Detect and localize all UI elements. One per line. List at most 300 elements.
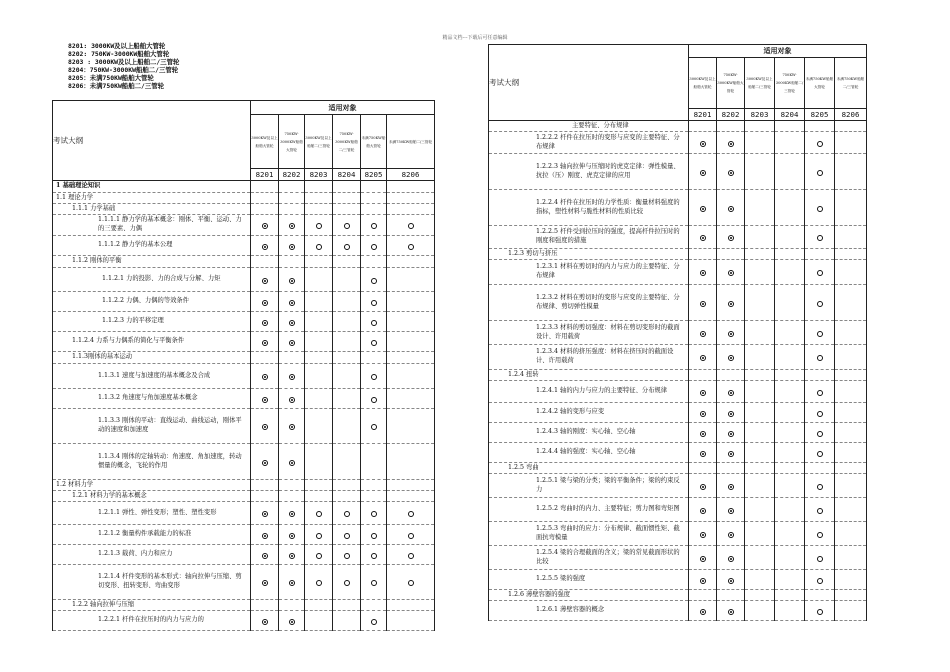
applicability-cell [775, 498, 805, 522]
applicability-cell [333, 545, 361, 565]
applicability-cell [835, 121, 867, 132]
syllabus-item [53, 193, 251, 204]
applicability-cell [689, 249, 717, 260]
applicability-cell [279, 491, 305, 502]
double-circle-mark-icon [700, 556, 706, 562]
circle-mark-icon [344, 533, 350, 539]
applicability-cell [387, 565, 435, 600]
column-desc: 750KW-3000KW船舶大管轮 [279, 115, 305, 169]
circle-mark-icon [817, 431, 823, 437]
syllabus-item [489, 474, 689, 498]
table-row [489, 132, 867, 154]
syllabus-item [489, 423, 689, 443]
syllabus-item-text: 1.1.2.3 力的平移定理 [102, 317, 164, 325]
circle-mark-icon [371, 511, 377, 517]
applicability-cell [745, 498, 775, 522]
applicability-cell [805, 381, 835, 403]
applicability-cell [775, 423, 805, 443]
applicability-cell [717, 226, 745, 249]
applicability-cell [835, 498, 867, 522]
applicability-cell [361, 312, 387, 332]
applicability-cell [333, 215, 361, 236]
table-row [489, 423, 867, 443]
syllabus-item-text: 1.2.3.4 材料的挤压强度：材料在挤压时的截面设计、许用载荷 [536, 348, 674, 364]
applicability-cell [689, 132, 717, 154]
circle-mark-icon [817, 170, 823, 176]
syllabus-item-text: 1.2.6 薄壁容器的强度 [508, 590, 571, 598]
table-row [489, 190, 867, 226]
applicability-cell [745, 474, 775, 498]
syllabus-item [53, 312, 251, 332]
applicability-cell [305, 444, 333, 480]
table-row [53, 491, 435, 502]
applicability-cell [835, 249, 867, 260]
applicability-cell [387, 389, 435, 409]
applicability-cell [305, 352, 333, 364]
double-circle-mark-icon [700, 411, 706, 417]
applicability-cell [387, 292, 435, 312]
double-circle-mark-icon [262, 320, 268, 326]
applicability-cell [775, 570, 805, 590]
circle-mark-icon [408, 533, 414, 539]
table-row [489, 226, 867, 249]
applicability-cell [279, 292, 305, 312]
table-row [489, 474, 867, 498]
double-circle-mark-icon [289, 340, 295, 346]
applicability-cell [775, 381, 805, 403]
circle-mark-icon [371, 320, 377, 326]
syllabus-item [489, 154, 689, 190]
double-circle-mark-icon [728, 355, 734, 361]
applicability-cell [745, 381, 775, 403]
double-circle-mark-icon [289, 580, 295, 586]
double-circle-mark-icon [728, 484, 734, 490]
double-circle-mark-icon [289, 619, 295, 625]
applicability-cell [835, 370, 867, 381]
applicability-cell [305, 491, 333, 502]
applicability-cell [717, 285, 745, 321]
table-row [53, 256, 435, 268]
double-circle-mark-icon [728, 390, 734, 396]
circle-mark-icon [817, 331, 823, 337]
table-row [489, 570, 867, 590]
syllabus-item [489, 121, 689, 132]
table-row [489, 381, 867, 403]
column-desc: 未满750KW船舶大管轮 [361, 115, 387, 169]
applicability-cell [689, 190, 717, 226]
double-circle-mark-icon [728, 170, 734, 176]
circle-mark-icon [371, 553, 377, 559]
applicability-cell [745, 226, 775, 249]
applicability-cell [689, 154, 717, 190]
syllabus-item-text: 1.2.1.2 衡量构件承载能力的标准 [98, 530, 192, 538]
applicability-cell [775, 403, 805, 423]
table-row [489, 463, 867, 474]
column-desc: 750KW-3000KW船舶大管轮 [717, 58, 745, 109]
applicability-cell [805, 370, 835, 381]
applicability-cell [333, 611, 361, 631]
syllabus-item-text: 1.1 理论力学 [56, 193, 94, 201]
applicability-cell [333, 292, 361, 312]
circle-mark-icon [817, 532, 823, 538]
circle-mark-icon [817, 270, 823, 276]
double-circle-mark-icon [700, 355, 706, 361]
applicability-cell [251, 525, 279, 545]
applicability-cell [251, 545, 279, 565]
double-circle-mark-icon [728, 451, 734, 457]
column-desc: 750KW-3000KW船舶二/三管轮 [333, 115, 361, 169]
applicability-cell [333, 312, 361, 332]
applicability-cell [361, 332, 387, 352]
circle-mark-icon [817, 206, 823, 212]
applicability-cell [333, 204, 361, 215]
syllabus-item [53, 502, 251, 525]
syllabus-item [489, 132, 689, 154]
syllabus-item [53, 480, 251, 491]
applicability-cell [835, 403, 867, 423]
applicability-cell [775, 249, 805, 260]
applicability-cell [387, 312, 435, 332]
applicability-cell [251, 292, 279, 312]
applicability-cell [717, 546, 745, 570]
double-circle-mark-icon [700, 484, 706, 490]
double-circle-mark-icon [289, 223, 295, 229]
applicability-cell [717, 121, 745, 132]
syllabus-item-text: 主要特征、分布规律 [572, 121, 629, 129]
syllabus-item [53, 525, 251, 545]
applicability-cell [333, 444, 361, 480]
syllabus-item-text: 1.2.4.1 轴的内力与应力的主要特征、分布规律 [536, 387, 668, 395]
double-circle-mark-icon [700, 451, 706, 457]
applicability-cell [805, 121, 835, 132]
circle-mark-icon [817, 609, 823, 615]
applicability-cell [745, 370, 775, 381]
applicability-cell [361, 193, 387, 204]
applicability-cell [251, 565, 279, 600]
column-code: 8204 [775, 109, 805, 121]
applicability-cell [305, 181, 333, 193]
applicability-cell [717, 522, 745, 546]
applicability-cell [805, 463, 835, 474]
syllabus-item [53, 181, 251, 193]
column-desc: 3000KW及以上船舶大管轮 [689, 58, 717, 109]
applicability-cell [835, 546, 867, 570]
applicability-cell [305, 525, 333, 545]
double-circle-mark-icon [262, 340, 268, 346]
applicability-cell [333, 389, 361, 409]
column-code: 8201 [251, 169, 279, 181]
syllabus-item [53, 215, 251, 236]
applicability-cell [251, 181, 279, 193]
double-circle-mark-icon [728, 578, 734, 584]
syllabus-item [489, 381, 689, 403]
applicability-cell [279, 181, 305, 193]
syllabus-item-text: 1.2.3.2 材料在剪切时的变形与应变的主要特征、分布规律、剪切弹性模量 [536, 293, 680, 310]
applicability-cell [745, 154, 775, 190]
table-row [489, 590, 867, 601]
double-circle-mark-icon [700, 609, 706, 615]
applicability-cell [689, 601, 717, 621]
applicability-cell [361, 236, 387, 256]
applicability-cell [251, 389, 279, 409]
applicability-cell [251, 236, 279, 256]
applicability-cell [361, 444, 387, 480]
applicability-cell [279, 525, 305, 545]
circle-mark-icon [316, 553, 322, 559]
circle-mark-icon [371, 619, 377, 625]
table-row [489, 601, 867, 621]
applicability-cell [717, 403, 745, 423]
applicability-cell [251, 215, 279, 236]
applicability-cell [251, 312, 279, 332]
double-circle-mark-icon [289, 424, 295, 430]
syllabus-item [53, 565, 251, 600]
right-syllabus-table [488, 44, 867, 621]
applicability-cell [745, 249, 775, 260]
applicability-cell [775, 370, 805, 381]
table-row [53, 444, 435, 480]
applicability-cell [805, 522, 835, 546]
applicability-cell [361, 545, 387, 565]
double-circle-mark-icon [700, 170, 706, 176]
applicability-cell [835, 463, 867, 474]
applicability-cell [305, 611, 333, 631]
circle-mark-icon [371, 244, 377, 250]
double-circle-mark-icon [262, 424, 268, 430]
circle-mark-icon [371, 374, 377, 380]
syllabus-item-text: 1.2.5.2 弯曲时的内力、主要特征；剪力图和弯矩图 [536, 505, 680, 513]
applicability-cell [361, 292, 387, 312]
applicability-cell [805, 321, 835, 345]
applicability-cell [775, 154, 805, 190]
circle-mark-icon [817, 556, 823, 562]
circle-mark-icon [817, 411, 823, 417]
applicability-cell [835, 423, 867, 443]
applicable-header: 适用对象 [689, 45, 867, 58]
applicability-cell [361, 352, 387, 364]
applicability-cell [745, 345, 775, 370]
table-row [489, 498, 867, 522]
syllabus-item-text: 1.2.4.4 轴的强度：实心轴、空心轴 [536, 448, 636, 456]
syllabus-item [53, 292, 251, 312]
applicability-cell [835, 132, 867, 154]
applicability-cell [333, 193, 361, 204]
applicability-cell [333, 364, 361, 389]
syllabus-item [489, 370, 689, 381]
applicability-cell [387, 444, 435, 480]
applicability-cell [689, 423, 717, 443]
applicability-cell [387, 215, 435, 236]
applicability-cell [717, 321, 745, 345]
column-desc: 未满750KW船舶二/三管轮 [387, 115, 435, 169]
syllabus-item [489, 403, 689, 423]
applicability-cell [361, 502, 387, 525]
applicability-cell [805, 226, 835, 249]
applicability-cell [305, 389, 333, 409]
circle-mark-icon [344, 580, 350, 586]
syllabus-item [53, 332, 251, 352]
column-code: 8203 [305, 169, 333, 181]
applicability-cell [387, 193, 435, 204]
applicability-cell [745, 570, 775, 590]
table-row [53, 611, 435, 631]
applicability-cell [251, 193, 279, 204]
applicability-cell [251, 364, 279, 389]
applicability-cell [279, 600, 305, 611]
applicability-cell [775, 590, 805, 601]
applicability-cell [333, 332, 361, 352]
applicability-cell [333, 256, 361, 268]
syllabus-item-text: 1.2.5.5 梁的强度 [536, 575, 586, 583]
circle-mark-icon [408, 223, 414, 229]
applicability-cell [333, 600, 361, 611]
applicability-cell [835, 522, 867, 546]
table-row [53, 409, 435, 444]
syllabus-item [53, 268, 251, 292]
double-circle-mark-icon [728, 556, 734, 562]
table-row [53, 600, 435, 611]
syllabus-item-text: 1.1.3.3 刚体的平动：直线运动、曲线运动，刚体平动的速度和加速度 [98, 417, 242, 433]
table-row [489, 370, 867, 381]
column-code: 8205 [361, 169, 387, 181]
syllabus-item [489, 601, 689, 621]
applicability-cell [835, 321, 867, 345]
applicability-cell [745, 260, 775, 285]
applicability-cell [305, 292, 333, 312]
double-circle-mark-icon [289, 374, 295, 380]
watermark: 精品文档---下载后可任意编辑 [442, 35, 508, 41]
double-circle-mark-icon [262, 533, 268, 539]
double-circle-mark-icon [700, 141, 706, 147]
applicability-cell [305, 312, 333, 332]
applicability-cell [305, 204, 333, 215]
applicability-cell [305, 502, 333, 525]
applicability-cell [745, 601, 775, 621]
double-circle-mark-icon [289, 278, 295, 284]
applicability-cell [689, 498, 717, 522]
applicability-cell [251, 480, 279, 491]
syllabus-item [489, 498, 689, 522]
circle-mark-icon [817, 301, 823, 307]
syllabus-item [489, 321, 689, 345]
table-row [53, 545, 435, 565]
applicability-cell [775, 522, 805, 546]
syllabus-item [489, 570, 689, 590]
applicability-cell [387, 600, 435, 611]
applicability-cell [745, 522, 775, 546]
syllabus-item-text: 1.2.1.3 载荷、内力和应力 [98, 550, 173, 558]
applicability-cell [387, 332, 435, 352]
applicability-cell [775, 285, 805, 321]
column-code: 8202 [279, 169, 305, 181]
applicability-cell [689, 121, 717, 132]
applicability-cell [333, 491, 361, 502]
syllabus-item [489, 226, 689, 249]
applicability-cell [689, 370, 717, 381]
syllabus-item [489, 546, 689, 570]
table-row [53, 268, 435, 292]
applicability-cell [805, 249, 835, 260]
applicability-cell [689, 590, 717, 601]
double-circle-mark-icon [728, 431, 734, 437]
applicability-cell [805, 443, 835, 463]
syllabus-item-text: 1.2.5.1 梁与梁的分类；梁的平衡条件；梁的约束反力 [536, 476, 680, 493]
applicability-cell [333, 480, 361, 491]
applicability-cell [835, 570, 867, 590]
syllabus-item [53, 352, 251, 364]
circle-mark-icon [316, 511, 322, 517]
applicability-cell [387, 352, 435, 364]
applicability-cell [717, 132, 745, 154]
syllabus-item-text: 1.1.1 力学基础 [72, 204, 116, 212]
applicability-cell [251, 444, 279, 480]
applicability-cell [835, 285, 867, 321]
circle-mark-icon [817, 578, 823, 584]
table-row [53, 312, 435, 332]
table-row [53, 352, 435, 364]
applicability-cell [333, 236, 361, 256]
table-row [53, 389, 435, 409]
table-row [489, 443, 867, 463]
syllabus-item-text: 1.1.2.4 力系与力偶系的简化与平衡条件 [72, 337, 185, 345]
circle-mark-icon [817, 141, 823, 147]
syllabus-item [53, 491, 251, 502]
applicability-cell [775, 321, 805, 345]
applicability-cell [689, 463, 717, 474]
circle-mark-icon [371, 223, 377, 229]
double-circle-mark-icon [262, 397, 268, 403]
table-row [53, 236, 435, 256]
applicability-cell [361, 389, 387, 409]
double-circle-mark-icon [289, 320, 295, 326]
applicability-cell [279, 268, 305, 292]
table-row [489, 546, 867, 570]
syllabus-item [489, 249, 689, 260]
syllabus-item-text: 1.1.3.1 速度与加速度的基本概念及合成 [98, 371, 211, 379]
applicability-cell [745, 590, 775, 601]
syllabus-item-text: 1.1.2 刚体的平衡 [72, 257, 122, 265]
applicability-cell [305, 193, 333, 204]
syllabus-item [53, 611, 251, 631]
applicability-cell [689, 285, 717, 321]
applicability-cell [387, 236, 435, 256]
applicability-cell [251, 256, 279, 268]
applicability-cell [717, 249, 745, 260]
circle-mark-icon [371, 424, 377, 430]
applicability-cell [835, 443, 867, 463]
applicability-cell [835, 601, 867, 621]
circle-mark-icon [817, 390, 823, 396]
syllabus-item-text: 1.2 材料力学 [56, 480, 94, 488]
circle-mark-icon [817, 508, 823, 514]
applicability-cell [805, 403, 835, 423]
syllabus-item-text: 1 基础理论知识 [56, 182, 101, 190]
double-circle-mark-icon [728, 270, 734, 276]
applicability-cell [775, 601, 805, 621]
applicability-cell [717, 443, 745, 463]
applicability-cell [387, 525, 435, 545]
applicability-cell [805, 190, 835, 226]
applicability-cell [305, 600, 333, 611]
target-codes-legend [68, 43, 179, 90]
syllabus-item-text: 1.2.3.3 材料的剪切强度：材料在剪切变形时的截面设计、许用载荷 [536, 323, 680, 340]
applicability-cell [835, 474, 867, 498]
table-row [489, 345, 867, 370]
syllabus-item-text: 1.2.2.5 杆件受到拉压时的强度，提高杆件拉压时的刚度和强度的措施 [536, 228, 680, 244]
circle-mark-icon [371, 300, 377, 306]
applicability-cell [805, 498, 835, 522]
syllabus-item-text: 1.2.6.1 薄壁容器的概念 [536, 606, 605, 614]
